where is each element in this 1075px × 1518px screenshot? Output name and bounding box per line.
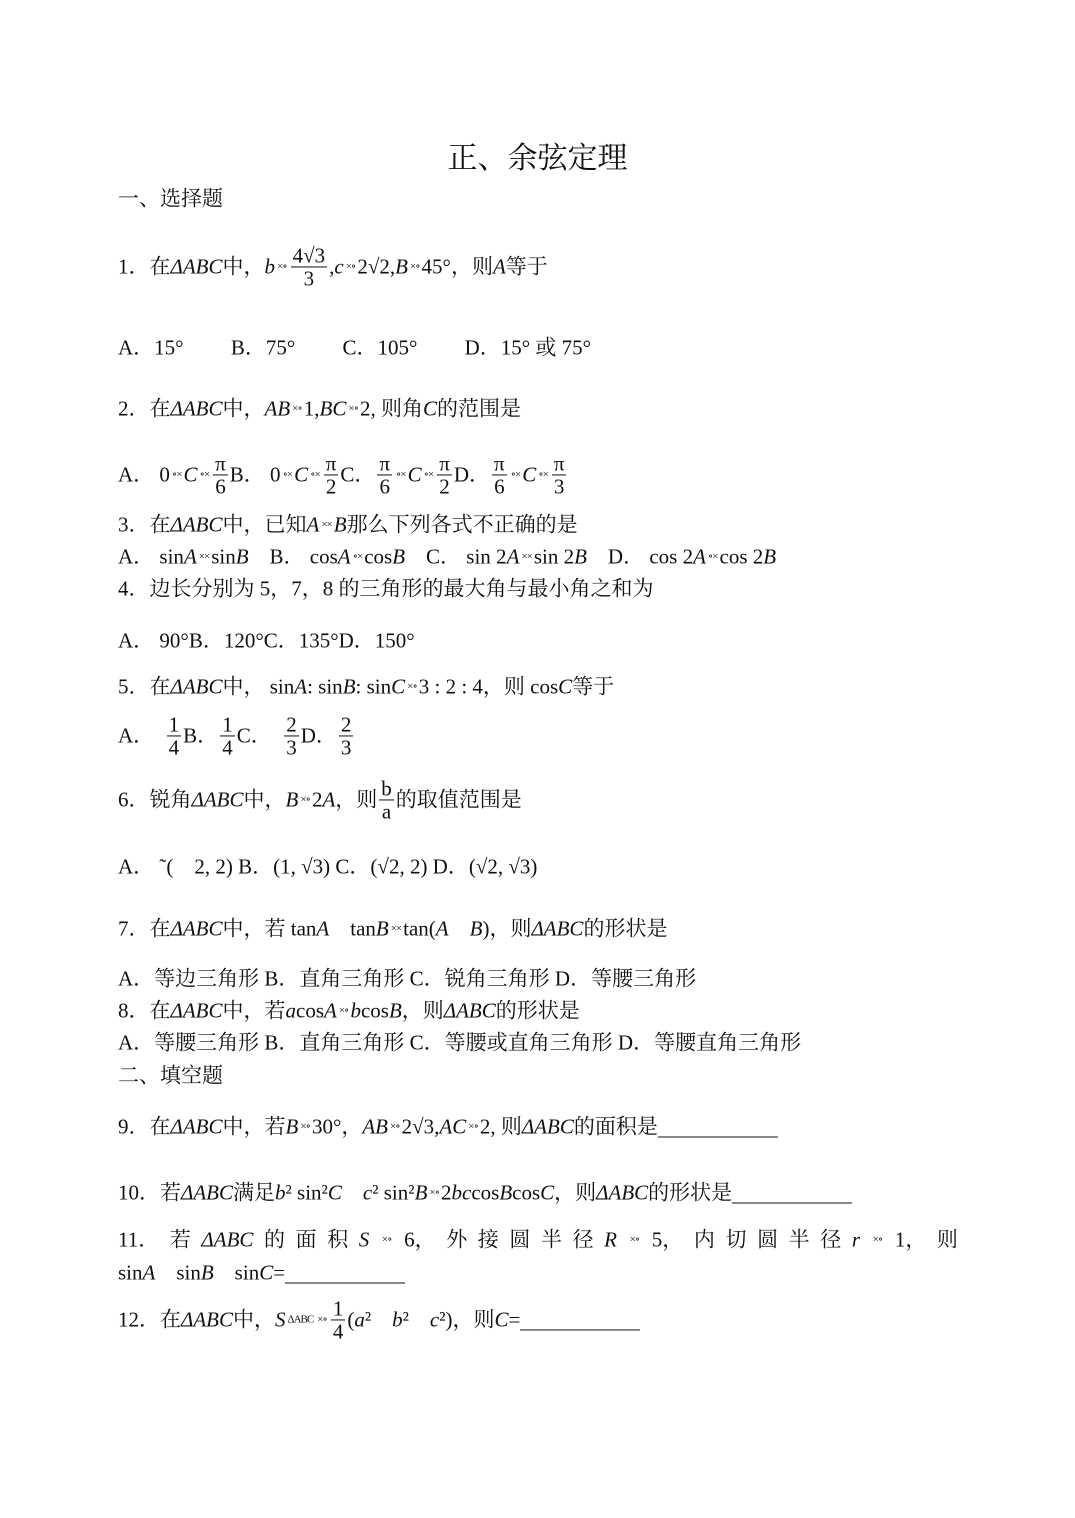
text-run: 1．在: [118, 254, 171, 279]
math-symbol: ×∘: [407, 680, 417, 693]
math-variable: BC: [319, 396, 347, 421]
fraction: [379, 777, 394, 822]
text-run: A． ˜( 2, 2) B．(1, √3) C．(√2, 2) D．(√2, √3): [118, 854, 538, 879]
text-line: [118, 186, 223, 211]
fraction-numerator: π: [215, 451, 226, 476]
fraction-numerator: 1: [168, 712, 180, 737]
text-run: A．等边三角形 B．直角三角形 C．锐角三角形 D．等腰三角形: [118, 966, 697, 991]
text-run: 接: [477, 1227, 499, 1252]
math-variable: AB: [264, 396, 291, 421]
text-run: A．15° B．75° C．105° D．15° 或 75°: [118, 335, 592, 360]
math-symbol: ×∘: [348, 402, 358, 415]
math-symbol: ∘×: [423, 468, 434, 481]
fraction-denominator: 3: [553, 474, 565, 499]
text-run: 积: [327, 1227, 349, 1252]
text-line: [118, 628, 415, 653]
math-variable: c: [429, 1307, 440, 1332]
text-run: 5．在: [118, 674, 171, 699]
math-variable: S: [275, 1307, 286, 1332]
text-run: 圆: [757, 1227, 779, 1252]
math-symbol: ×∘: [300, 1120, 310, 1133]
fraction-denominator: 6: [215, 474, 226, 499]
text-line: [118, 1063, 223, 1088]
text-run: 1，: [894, 1227, 927, 1252]
text-run: 6，: [404, 1227, 436, 1252]
text-run: A．: [118, 723, 165, 748]
text-run: ²)，则: [439, 1307, 495, 1332]
fraction-denominator: a: [381, 799, 392, 824]
math-variable: C: [391, 674, 406, 699]
fraction-denominator: 4: [222, 735, 233, 760]
math-symbol: ×∘: [277, 260, 287, 273]
fraction-numerator: b: [381, 776, 392, 801]
math-variable: b: [275, 1180, 286, 1205]
text-line: [118, 1180, 852, 1205]
fraction-numerator: 1: [222, 712, 233, 737]
math-variable: ΔABC: [181, 1307, 233, 1332]
math-variable: A: [183, 544, 197, 569]
text-run: [449, 919, 470, 940]
answer-blank[interactable]: [285, 1263, 405, 1284]
text-run: ，则: [554, 1180, 597, 1205]
math-variable: A: [316, 916, 330, 941]
math-variable: ΔABC: [596, 1180, 649, 1205]
math-variable: ΔABC: [443, 998, 496, 1023]
math-symbol: ××: [521, 550, 532, 563]
text-run: 中，: [222, 254, 265, 279]
text-run: cos: [471, 1180, 500, 1205]
text-run: C．: [236, 723, 283, 748]
text-run: sin 2: [533, 544, 575, 569]
text-run: 的形状是: [583, 916, 668, 941]
text-line: [118, 1227, 958, 1252]
math-variable: ΔABC: [170, 512, 223, 537]
text-run: 45°，则: [421, 254, 493, 279]
text-run: B． 0: [229, 462, 281, 487]
math-variable: B: [414, 1180, 428, 1205]
text-line: [118, 576, 654, 601]
math-variable: ΔABC: [170, 674, 223, 699]
math-variable: B: [499, 1180, 513, 1205]
math-symbol: ×∘: [468, 1120, 478, 1133]
fraction-denominator: 2: [439, 474, 450, 499]
text-run: 中，: [222, 396, 265, 421]
text-run: 外: [446, 1227, 468, 1252]
math-variable: ΔABC: [170, 998, 223, 1023]
text-run: 的形状是: [648, 1180, 733, 1205]
text-run: : sin: [355, 674, 392, 699]
text-run: : sin: [307, 674, 343, 699]
text-run: ² sin²: [285, 1180, 328, 1205]
text-run: 中，若 tan: [222, 916, 317, 941]
math-variable: R: [604, 1227, 617, 1252]
text-run: 的: [264, 1227, 286, 1252]
text-run: 则: [936, 1227, 958, 1252]
text-run: 等于: [572, 674, 615, 699]
math-symbol: ∘×: [707, 550, 718, 563]
fraction-denominator: 4: [332, 1319, 344, 1344]
text-run: cos: [512, 1180, 541, 1205]
math-symbol: ∘×: [396, 468, 406, 481]
text-run: 的范围是: [436, 396, 521, 421]
text-run: C． sin 2: [405, 544, 507, 569]
text-run: 2, 则角: [359, 396, 423, 421]
fraction: [331, 1297, 346, 1342]
math-variable: A: [306, 512, 320, 537]
text-run: 内: [693, 1227, 715, 1252]
text-run: A． sin: [118, 544, 184, 569]
text-run: sin: [213, 1260, 260, 1285]
math-variable: ΔABC: [170, 254, 223, 279]
text-run: 的面积是: [573, 1114, 658, 1139]
text-run: [342, 1183, 363, 1204]
math-variable: ΔABC: [201, 1227, 254, 1252]
math-variable: b: [392, 1307, 403, 1332]
text-line: [118, 713, 355, 758]
fraction-numerator: 2: [340, 712, 352, 737]
text-line: [118, 916, 668, 941]
text-run: B．: [183, 723, 219, 748]
text-line: [118, 1297, 640, 1342]
fraction: [220, 713, 235, 758]
fraction: [167, 713, 182, 758]
answer-blank[interactable]: [658, 1117, 778, 1138]
math-variable: S: [358, 1227, 370, 1252]
math-variable: B: [392, 544, 406, 569]
math-variable: C: [494, 1307, 509, 1332]
math-variable: C: [407, 462, 422, 487]
math-symbol: ×∘: [292, 402, 302, 415]
text-run: tan(: [403, 916, 436, 941]
text-run: A．等腰三角形 B．直角三角形 C．等腰或直角三角形 D．等腰直角三角形: [118, 1030, 802, 1055]
text-run: 2: [311, 787, 323, 812]
math-variable: C: [522, 462, 537, 487]
math-variable: A: [506, 544, 520, 569]
text-run: 中，: [243, 787, 286, 812]
math-variable: C: [294, 462, 309, 487]
math-symbol: ΔABC: [287, 1313, 314, 1326]
fraction-numerator: 1: [332, 1296, 344, 1321]
text-run: 2, 则: [479, 1114, 522, 1139]
text-run: 径: [572, 1227, 594, 1252]
text-run: 2√3,: [401, 1114, 440, 1139]
text-run: =: [273, 1260, 286, 1285]
math-variable: B: [235, 544, 249, 569]
text-run: 一、选择题: [118, 186, 223, 211]
text-run: B． cos: [248, 544, 338, 569]
fraction-denominator: 3: [340, 735, 352, 760]
math-variable: B: [200, 1260, 214, 1285]
text-run: cos: [364, 544, 393, 569]
text-run: 径: [820, 1227, 842, 1252]
text-line: [118, 777, 522, 822]
text-line: [118, 966, 697, 991]
text-run: 3．在: [118, 512, 171, 537]
math-variable: a: [285, 998, 296, 1023]
math-variable: A: [324, 998, 337, 1023]
text-run: 满足: [233, 1180, 275, 1205]
text-run: 中，已知: [222, 512, 307, 537]
fraction: [284, 713, 299, 758]
text-run: 11．: [118, 1227, 160, 1252]
math-symbol: ∘×: [199, 468, 210, 481]
text-run: 半: [540, 1227, 562, 1252]
math-symbol: ×∘: [338, 1004, 349, 1017]
math-variable: C: [540, 1180, 555, 1205]
text-run: cos 2: [719, 544, 764, 569]
text-run: cos: [296, 998, 324, 1023]
text-run: 7．在: [118, 916, 171, 941]
math-variable: A: [693, 544, 706, 569]
math-variable: B: [763, 544, 777, 569]
text-run: ²: [364, 1307, 393, 1332]
text-run: 30°，: [311, 1114, 363, 1139]
text-run: 1,: [303, 396, 320, 421]
math-variable: A: [322, 787, 336, 812]
math-variable: a: [354, 1307, 365, 1332]
text-run: ²: [402, 1307, 430, 1332]
math-variable: ΔABC: [170, 396, 223, 421]
math-variable: B: [469, 916, 483, 941]
math-symbol: ∘×: [352, 550, 363, 563]
text-run: tan: [329, 916, 376, 941]
math-variable: C: [327, 1180, 342, 1205]
math-symbol: ××: [390, 922, 402, 935]
math-symbol: ×∘: [345, 260, 356, 273]
fraction: [324, 452, 339, 497]
fraction-numerator: π: [494, 451, 505, 476]
text-line: [118, 674, 615, 699]
math-variable: c: [334, 254, 344, 279]
text-run: 3 : 2 : 4，则 cos: [418, 674, 559, 699]
text-run: ² sin²: [372, 1180, 415, 1205]
math-variable: C: [558, 674, 573, 699]
math-variable: ΔABC: [181, 1180, 233, 1205]
text-run: sin: [118, 1260, 143, 1285]
fraction-numerator: π: [379, 451, 390, 476]
text-run: 2: [441, 1180, 452, 1205]
text-run: D． cos 2: [586, 544, 694, 569]
text-run: )，则: [482, 916, 532, 941]
math-variable: ΔABC: [170, 916, 223, 941]
text-line: [118, 396, 521, 421]
text-run: (: [347, 1307, 355, 1332]
math-variable: A: [492, 254, 506, 279]
math-variable: B: [395, 254, 408, 279]
math-variable: c: [362, 1180, 373, 1205]
text-run: 中，: [233, 1307, 275, 1332]
text-run: 的取值范围是: [395, 787, 522, 812]
text-run: 2．在: [118, 396, 171, 421]
math-variable: C: [183, 462, 198, 487]
text-line: [118, 244, 548, 289]
text-run: D．: [300, 723, 337, 748]
fraction: [291, 244, 328, 289]
text-run: ，则: [401, 998, 444, 1023]
text-run: ,: [329, 254, 335, 279]
math-symbol: ×∘: [300, 793, 310, 806]
math-symbol: ∘×: [510, 468, 521, 481]
math-symbol: ∘×: [310, 468, 320, 481]
text-run: 4．边长分别为 5，7，8 的三角形的最大角与最小角之和为: [118, 576, 654, 601]
text-run: sin: [155, 1260, 201, 1285]
math-symbol: ×∘: [390, 1120, 400, 1133]
text-run: 中，若: [222, 998, 286, 1023]
text-run: 二、填空题: [118, 1063, 223, 1088]
math-variable: B: [285, 1114, 299, 1139]
fraction-numerator: 4√3: [292, 243, 326, 268]
fraction-numerator: π: [553, 451, 565, 476]
math-variable: B: [285, 787, 299, 812]
math-variable: B: [574, 544, 587, 569]
fraction-numerator: 2: [286, 712, 297, 737]
fraction-denominator: 6: [494, 474, 505, 499]
text-run: 的形状是: [495, 998, 580, 1023]
fraction: [437, 452, 452, 497]
text-run: 等于: [505, 254, 548, 279]
text-line: [118, 335, 592, 360]
text-run: =: [508, 1307, 521, 1332]
math-symbol: ∘×: [282, 468, 293, 481]
math-variable: B: [388, 998, 402, 1023]
math-symbol: ××: [198, 550, 210, 563]
fraction-denominator: 2: [325, 474, 337, 499]
text-run: cos: [360, 998, 389, 1023]
math-variable: ΔABC: [521, 1114, 574, 1139]
text-run: 若: [169, 1227, 191, 1252]
text-line: [118, 1114, 778, 1139]
text-run: 12．在: [118, 1307, 181, 1332]
math-variable: b: [264, 254, 275, 279]
text-run: A． 0: [118, 462, 170, 487]
math-variable: A: [337, 544, 351, 569]
text-line: [118, 1030, 802, 1055]
fraction: [492, 452, 507, 497]
fraction: [552, 452, 567, 497]
text-run: 8．在: [118, 998, 171, 1023]
text-line: [118, 512, 578, 537]
text-line: [118, 544, 777, 569]
fraction-numerator: π: [439, 451, 450, 476]
fraction-numerator: π: [325, 451, 337, 476]
math-symbol: ××: [321, 518, 332, 531]
fraction-denominator: 3: [303, 266, 315, 291]
text-run: 中，若: [222, 1114, 286, 1139]
math-variable: A: [142, 1260, 156, 1285]
fraction: [377, 452, 392, 497]
math-variable: r: [851, 1227, 861, 1252]
text-line: [118, 1260, 405, 1285]
text-run: 切: [725, 1227, 747, 1252]
math-variable: A: [294, 674, 308, 699]
text-run: 那么下列各式不正确的是: [346, 512, 578, 537]
math-symbol: ×∘: [629, 1233, 640, 1246]
fraction-denominator: 3: [286, 735, 297, 760]
math-symbol: ×∘: [409, 260, 420, 273]
answer-blank[interactable]: [520, 1310, 640, 1331]
text-run: D．: [453, 462, 491, 487]
text-run: ，则: [335, 787, 378, 812]
text-run: 6．锐角: [118, 787, 192, 812]
text-line: [118, 854, 538, 879]
math-symbol: ×∘: [381, 1233, 392, 1246]
math-variable: ΔABC: [170, 1114, 223, 1139]
math-variable: B: [342, 674, 356, 699]
text-run: A． 90°B．120°C．135°D．150°: [118, 628, 415, 653]
text-run: 半: [788, 1227, 810, 1252]
math-variable: B: [375, 916, 389, 941]
text-run: sin: [211, 544, 236, 569]
math-symbol: ∘×: [171, 468, 182, 481]
text-run: 面: [295, 1227, 317, 1252]
fraction: [213, 452, 228, 497]
answer-blank[interactable]: [732, 1183, 852, 1204]
page-title: 正、余弦定理: [447, 142, 628, 175]
text-run: 10．若: [118, 1180, 181, 1205]
text-line: [118, 452, 568, 497]
math-variable: bc: [451, 1180, 472, 1205]
text-run: 中， sin: [222, 674, 295, 699]
text-run: 5，: [651, 1227, 684, 1252]
fraction: [339, 713, 354, 758]
text-run: 9．在: [118, 1114, 171, 1139]
math-symbol: ×∘: [429, 1186, 439, 1199]
math-variable: C: [259, 1260, 274, 1285]
text-run: 2√2,: [357, 254, 396, 279]
math-symbol: ×∘: [872, 1233, 883, 1246]
math-variable: ΔABC: [531, 916, 584, 941]
text-line: [118, 998, 580, 1023]
math-variable: ΔABC: [191, 787, 244, 812]
math-variable: B: [333, 512, 347, 537]
text-run: 圆: [509, 1227, 531, 1252]
fraction-denominator: 4: [168, 735, 180, 760]
math-variable: AB: [362, 1114, 388, 1139]
math-variable: A: [435, 916, 449, 941]
text-run: C．: [340, 462, 376, 487]
fraction-denominator: 6: [379, 474, 390, 499]
math-symbol: ∘×: [538, 468, 548, 481]
math-variable: AC: [439, 1114, 467, 1139]
math-variable: C: [422, 396, 437, 421]
math-symbol: ×∘: [317, 1313, 327, 1326]
math-variable: b: [350, 998, 361, 1023]
